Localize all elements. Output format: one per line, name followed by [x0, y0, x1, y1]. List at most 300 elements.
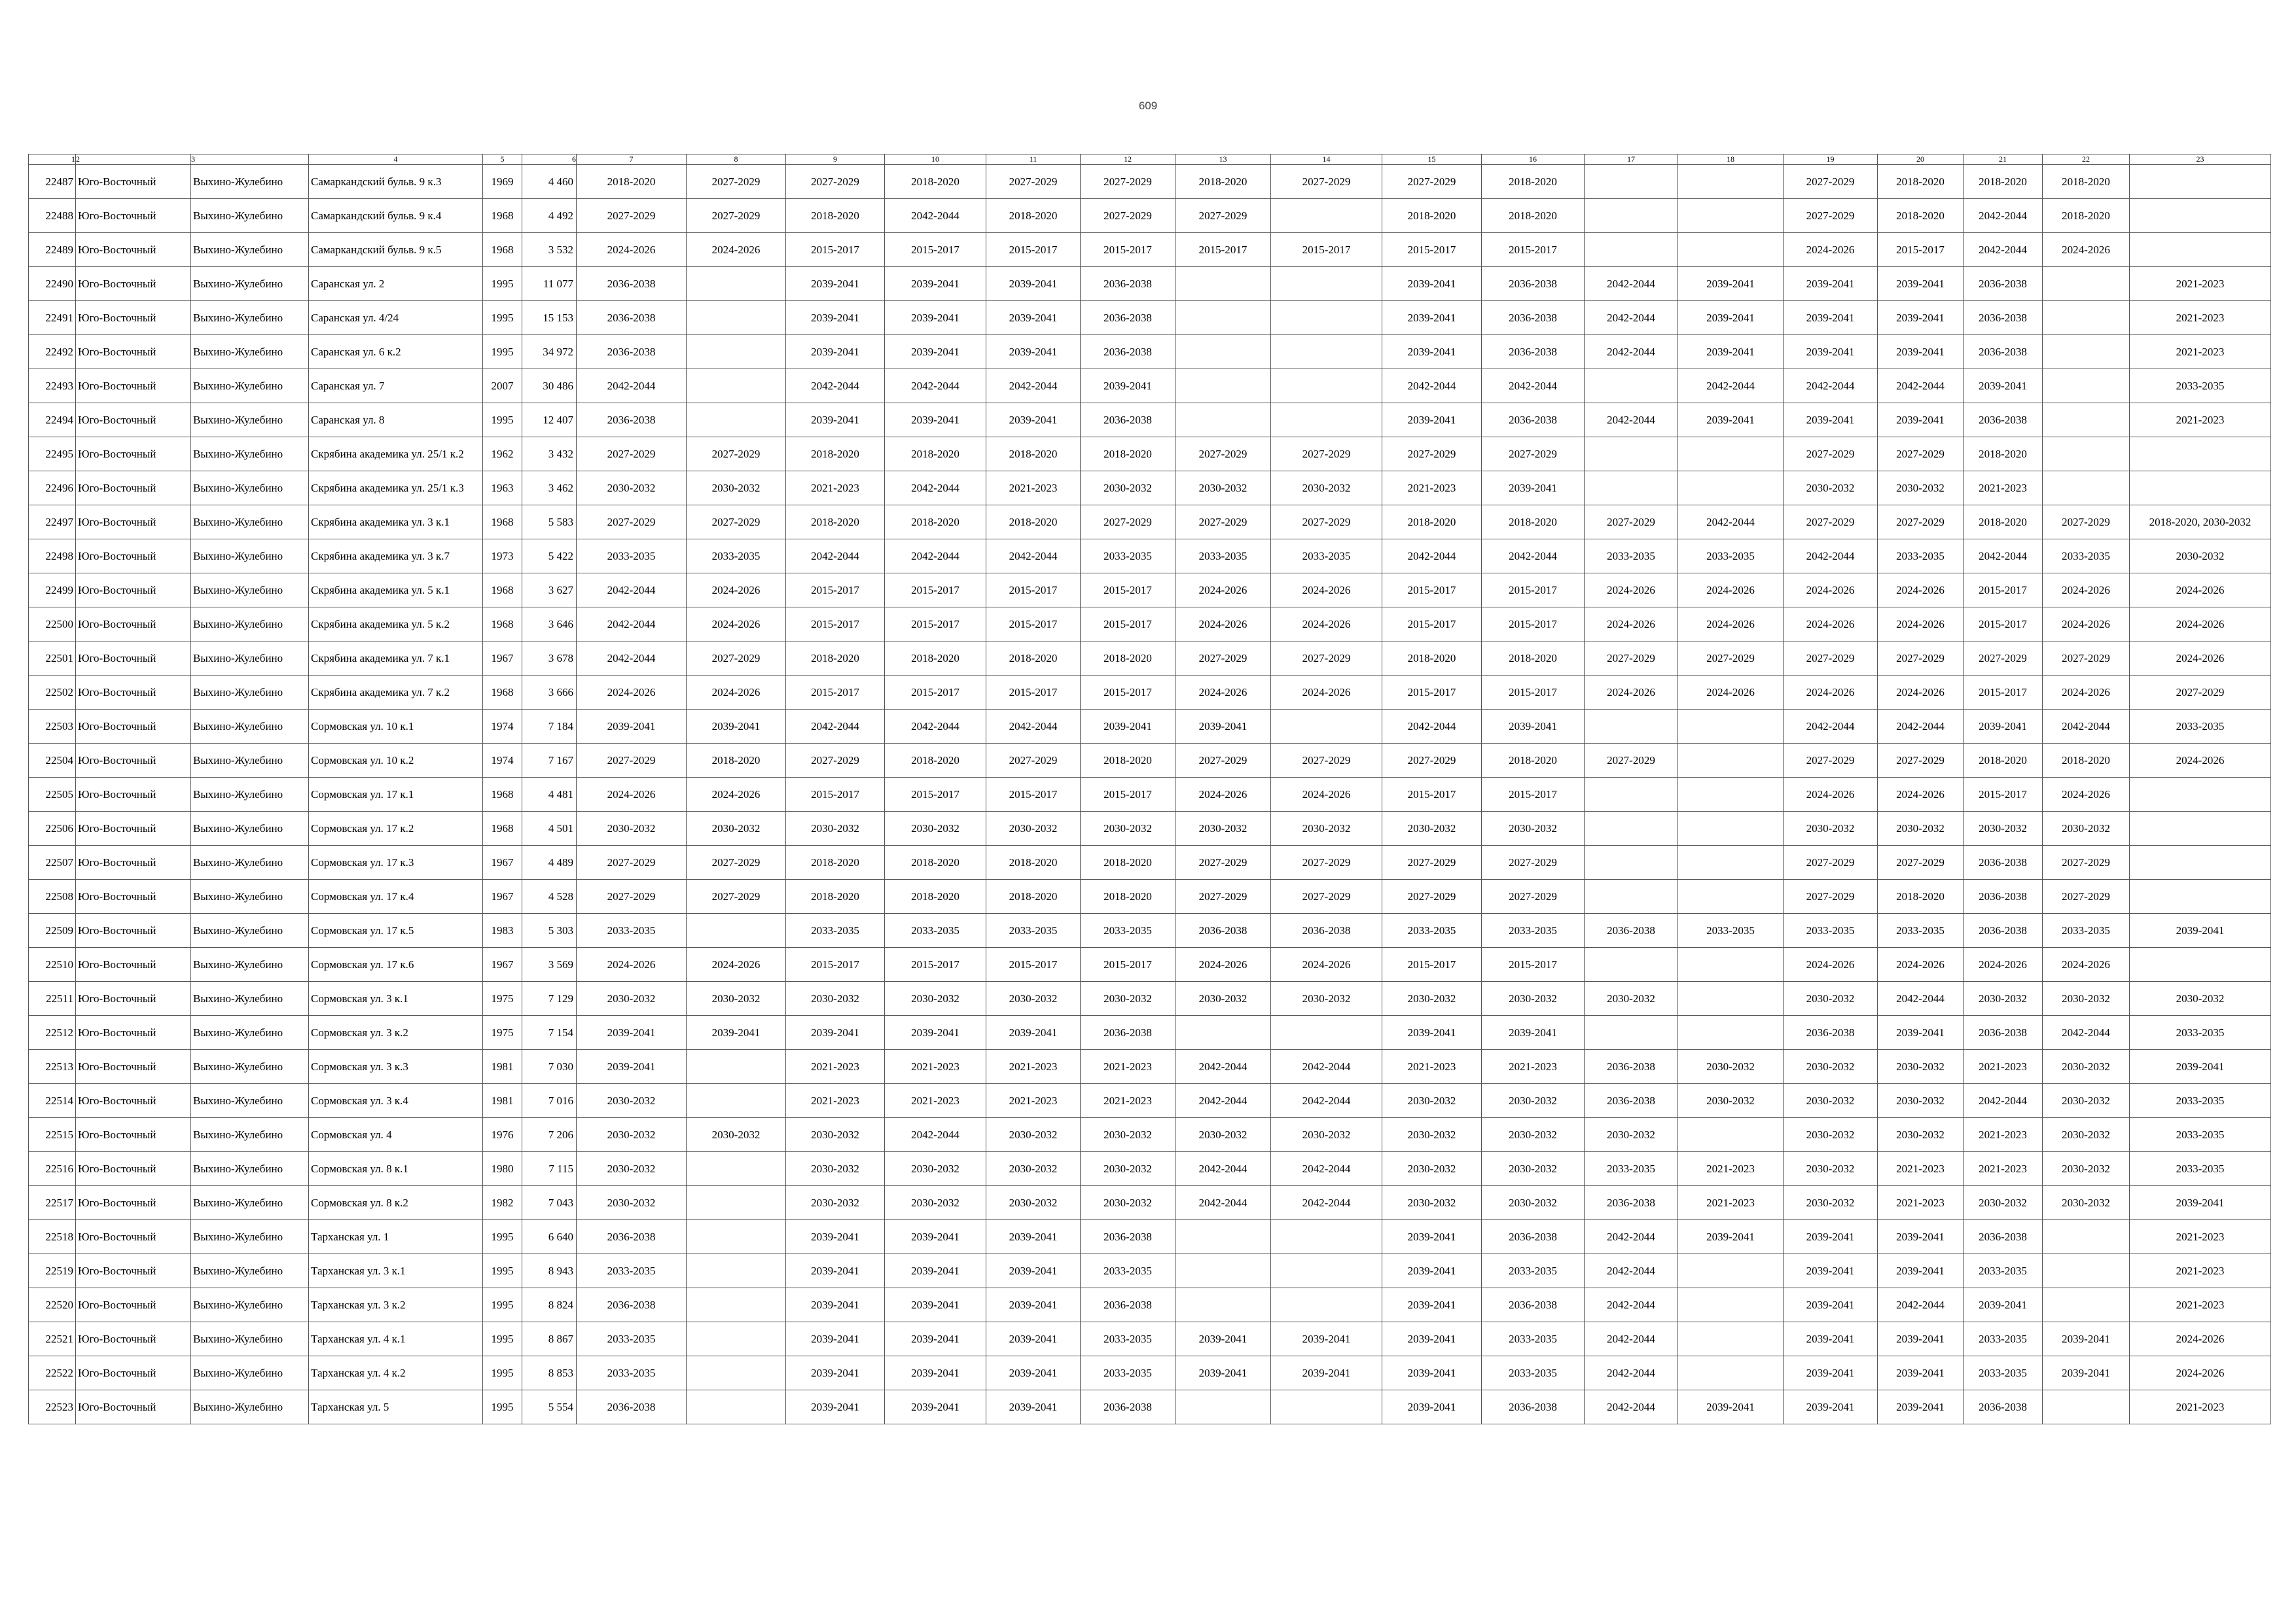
table-cell: 2042-2044: [1585, 1356, 1678, 1390]
table-cell: 2015-2017: [1482, 607, 1585, 641]
table-cell: 2015-2017: [885, 778, 986, 812]
table-row: [29, 1050, 2271, 1084]
table-cell: 2042-2044: [786, 539, 885, 573]
table-cell: 2024-2026: [1878, 778, 1964, 812]
table-cell: [1271, 403, 1382, 437]
table-cell: 2027-2029: [1678, 641, 1784, 676]
table-cell: 2027-2029: [1081, 505, 1175, 539]
table-cell: 22492: [29, 335, 76, 369]
table-cell: Юго-Восточный: [76, 1016, 191, 1050]
table-cell: 2033-2035: [2130, 1118, 2271, 1152]
table-cell: 8 853: [522, 1356, 577, 1390]
table-cell: 2018-2020: [1382, 199, 1482, 233]
table-cell: 2015-2017: [1382, 233, 1482, 267]
table-cell: 1995: [483, 301, 522, 335]
table-cell: 2033-2035: [1081, 1356, 1175, 1390]
table-cell: [1271, 710, 1382, 744]
table-cell: 2030-2032: [1784, 812, 1878, 846]
table-cell: Скрябина академика ул. 7 к.2: [309, 676, 483, 710]
table-cell: 2027-2029: [687, 641, 786, 676]
table-cell: Юго-Восточный: [76, 710, 191, 744]
table-cell: [687, 1356, 786, 1390]
table-cell: 22516: [29, 1152, 76, 1186]
table-cell: 2027-2029: [1482, 880, 1585, 914]
table-cell: Юго-Восточный: [76, 1186, 191, 1220]
table-cell: Скрябина академика ул. 25/1 к.2: [309, 437, 483, 471]
table-cell: [687, 1050, 786, 1084]
table-cell: 2027-2029: [2043, 505, 2130, 539]
table-cell: Юго-Восточный: [76, 1084, 191, 1118]
table-row: [29, 948, 2271, 982]
table-cell: [2043, 335, 2130, 369]
table-cell: 2030-2032: [1081, 471, 1175, 505]
table-cell: Юго-Восточный: [76, 437, 191, 471]
table-cell: 2015-2017: [986, 676, 1081, 710]
table-cell: 2033-2035: [1271, 539, 1382, 573]
table-row: [29, 573, 2271, 607]
column-number: 4: [309, 154, 483, 165]
table-cell: 2024-2026: [1271, 948, 1382, 982]
table-cell: [1585, 165, 1678, 199]
table-cell: Выхино-Жулебино: [191, 505, 309, 539]
table-cell: 2030-2032: [786, 1118, 885, 1152]
table-cell: 1968: [483, 233, 522, 267]
table-cell: 2039-2041: [885, 403, 986, 437]
table-cell: 3 569: [522, 948, 577, 982]
table-cell: 2039-2041: [885, 335, 986, 369]
table-cell: 2030-2032: [1081, 1152, 1175, 1186]
table-cell: 2033-2035: [1081, 914, 1175, 948]
table-cell: 2033-2035: [577, 539, 687, 573]
table-cell: 3 462: [522, 471, 577, 505]
table-cell: 2015-2017: [1482, 233, 1585, 267]
table-cell: 2021-2023: [1964, 1050, 2043, 1084]
table-cell: [2130, 437, 2271, 471]
table-cell: 2042-2044: [986, 539, 1081, 573]
table-cell: 2039-2041: [1964, 710, 2043, 744]
table-cell: [2130, 199, 2271, 233]
table-cell: 2039-2041: [986, 1322, 1081, 1356]
table-cell: 2039-2041: [786, 1254, 885, 1288]
table-cell: 2042-2044: [1585, 1288, 1678, 1322]
table-cell: 2036-2038: [1175, 914, 1271, 948]
table-cell: 2015-2017: [1081, 948, 1175, 982]
table-cell: Выхино-Жулебино: [191, 471, 309, 505]
table-cell: Саранская ул. 8: [309, 403, 483, 437]
table-cell: 2039-2041: [986, 1390, 1081, 1424]
table-cell: [1271, 1016, 1382, 1050]
table-cell: 2039-2041: [786, 335, 885, 369]
table-cell: [1678, 1254, 1784, 1288]
table-cell: Сормовская ул. 17 к.1: [309, 778, 483, 812]
table-cell: 1967: [483, 880, 522, 914]
table-cell: 2036-2038: [1585, 1050, 1678, 1084]
table-cell: 2039-2041: [786, 1390, 885, 1424]
table-cell: 2036-2038: [577, 1220, 687, 1254]
table-cell: 2027-2029: [1784, 165, 1878, 199]
table-cell: 2030-2032: [1482, 1186, 1585, 1220]
column-number: 15: [1382, 154, 1482, 165]
table-row: [29, 641, 2271, 676]
table-cell: 2030-2032: [1382, 1118, 1482, 1152]
column-number: 21: [1964, 154, 2043, 165]
table-cell: 2027-2029: [1382, 846, 1482, 880]
table-cell: 2027-2029: [1175, 744, 1271, 778]
table-cell: 22502: [29, 676, 76, 710]
table-cell: 2033-2035: [2130, 1152, 2271, 1186]
table-cell: 2027-2029: [1271, 880, 1382, 914]
table-cell: 22518: [29, 1220, 76, 1254]
table-cell: 2015-2017: [1964, 573, 2043, 607]
table-cell: 5 303: [522, 914, 577, 948]
table-cell: 2039-2041: [1382, 1288, 1482, 1322]
table-cell: 2018-2020: [986, 505, 1081, 539]
table-cell: 2036-2038: [1081, 403, 1175, 437]
table-row: [29, 403, 2271, 437]
table-cell: [2130, 948, 2271, 982]
table-cell: 2018-2020: [986, 437, 1081, 471]
table-cell: 2030-2032: [1878, 1050, 1964, 1084]
table-cell: 2030-2032: [1784, 982, 1878, 1016]
table-cell: [1585, 812, 1678, 846]
table-cell: 22523: [29, 1390, 76, 1424]
table-cell: 2018-2020: [1081, 437, 1175, 471]
table-cell: 4 481: [522, 778, 577, 812]
table-cell: 2018-2020: [1175, 165, 1271, 199]
table-cell: 2024-2026: [2043, 573, 2130, 607]
table-cell: 2018-2020: [1482, 199, 1585, 233]
table-cell: 2030-2032: [577, 1084, 687, 1118]
table-cell: 11 077: [522, 267, 577, 301]
table-row: [29, 233, 2271, 267]
table-cell: 2033-2035: [2043, 914, 2130, 948]
table-cell: 22490: [29, 267, 76, 301]
table-cell: Выхино-Жулебино: [191, 812, 309, 846]
table-cell: [1678, 778, 1784, 812]
table-cell: 2039-2041: [1678, 267, 1784, 301]
table-cell: 2033-2035: [577, 914, 687, 948]
table-cell: 2027-2029: [1784, 880, 1878, 914]
table-cell: 1995: [483, 1254, 522, 1288]
table-cell: 1967: [483, 948, 522, 982]
table-cell: Выхино-Жулебино: [191, 880, 309, 914]
table-cell: 22498: [29, 539, 76, 573]
table-cell: 2018-2020: [1964, 744, 2043, 778]
table-cell: 2042-2044: [1175, 1152, 1271, 1186]
table-cell: 2021-2023: [885, 1084, 986, 1118]
table-cell: 2036-2038: [1081, 1220, 1175, 1254]
table-cell: 2039-2041: [885, 1288, 986, 1322]
table-cell: 2018-2020: [1482, 641, 1585, 676]
table-cell: 2039-2041: [986, 1288, 1081, 1322]
table-row: [29, 880, 2271, 914]
table-cell: Тарханская ул. 3 к.2: [309, 1288, 483, 1322]
table-cell: [1175, 1220, 1271, 1254]
table-cell: 2039-2041: [1784, 1322, 1878, 1356]
table-cell: 2042-2044: [1878, 369, 1964, 403]
table-cell: 2033-2035: [577, 1254, 687, 1288]
table-cell: 2015-2017: [786, 778, 885, 812]
table-cell: 2018-2020: [885, 846, 986, 880]
table-cell: 2015-2017: [1964, 676, 2043, 710]
table-cell: 2039-2041: [1784, 1356, 1878, 1390]
table-cell: 2030-2032: [1585, 982, 1678, 1016]
table-cell: [2043, 267, 2130, 301]
table-cell: [1678, 812, 1784, 846]
table-cell: [1271, 1390, 1382, 1424]
table-cell: 2036-2038: [1964, 914, 2043, 948]
table-cell: 2042-2044: [1585, 301, 1678, 335]
table-cell: 2027-2029: [1271, 744, 1382, 778]
table-cell: 1975: [483, 982, 522, 1016]
table-cell: 2015-2017: [885, 948, 986, 982]
table-cell: [1175, 369, 1271, 403]
table-cell: 1974: [483, 710, 522, 744]
table-cell: 2021-2023: [1878, 1186, 1964, 1220]
table-cell: 2018-2020: [786, 846, 885, 880]
table-cell: 2036-2038: [577, 1288, 687, 1322]
table-cell: 2021-2023: [2130, 403, 2271, 437]
table-cell: 3 432: [522, 437, 577, 471]
table-cell: 2039-2041: [786, 267, 885, 301]
table-cell: 2042-2044: [577, 641, 687, 676]
table-cell: 2030-2032: [1482, 812, 1585, 846]
table-cell: 2042-2044: [1585, 1390, 1678, 1424]
table-cell: [1271, 199, 1382, 233]
table-cell: Выхино-Жулебино: [191, 641, 309, 676]
table-cell: 2039-2041: [1382, 1220, 1482, 1254]
table-cell: 2036-2038: [1482, 1220, 1585, 1254]
table-cell: 2030-2032: [577, 982, 687, 1016]
table-cell: 2024-2026: [1271, 573, 1382, 607]
table-cell: Сормовская ул. 17 к.6: [309, 948, 483, 982]
table-cell: [687, 1084, 786, 1118]
table-cell: Юго-Восточный: [76, 880, 191, 914]
table-cell: 2042-2044: [1271, 1186, 1382, 1220]
table-row: [29, 267, 2271, 301]
table-cell: 2039-2041: [786, 1356, 885, 1390]
table-cell: 2030-2032: [2043, 1118, 2130, 1152]
table-cell: Выхино-Жулебино: [191, 676, 309, 710]
table-cell: 2030-2032: [1081, 1186, 1175, 1220]
table-cell: Юго-Восточный: [76, 335, 191, 369]
table-cell: 2030-2032: [1878, 1084, 1964, 1118]
table-cell: 2015-2017: [1482, 676, 1585, 710]
table-cell: 2030-2032: [885, 982, 986, 1016]
table-cell: [1585, 369, 1678, 403]
table-cell: [1175, 335, 1271, 369]
table-row: [29, 335, 2271, 369]
table-cell: 22500: [29, 607, 76, 641]
table-cell: 2027-2029: [1271, 165, 1382, 199]
table-cell: 2027-2029: [1878, 505, 1964, 539]
table-cell: 2039-2041: [786, 1220, 885, 1254]
table-cell: Выхино-Жулебино: [191, 1322, 309, 1356]
table-cell: 2042-2044: [1585, 1322, 1678, 1356]
table-cell: 2036-2038: [1585, 914, 1678, 948]
table-cell: 2033-2035: [1482, 1322, 1585, 1356]
table-cell: 2042-2044: [1382, 710, 1482, 744]
table-cell: 2039-2041: [1878, 267, 1964, 301]
table-cell: Выхино-Жулебино: [191, 1356, 309, 1390]
table-cell: 2021-2023: [2130, 1390, 2271, 1424]
table-cell: 2030-2032: [687, 1118, 786, 1152]
table-cell: 2036-2038: [1482, 335, 1585, 369]
table-cell: [1271, 1288, 1382, 1322]
table-cell: 1968: [483, 778, 522, 812]
table-cell: 1968: [483, 199, 522, 233]
table-cell: 2018-2020: [1482, 744, 1585, 778]
table-cell: 2039-2041: [1382, 1254, 1482, 1288]
table-cell: 2024-2026: [1964, 948, 2043, 982]
table-cell: 2042-2044: [1271, 1084, 1382, 1118]
table-cell: 2030-2032: [1784, 1152, 1878, 1186]
table-cell: 2039-2041: [1382, 1390, 1482, 1424]
table-cell: 2033-2035: [2130, 1016, 2271, 1050]
table-cell: 2036-2038: [1964, 1016, 2043, 1050]
table-cell: 22504: [29, 744, 76, 778]
table-cell: 2024-2026: [2130, 641, 2271, 676]
table-cell: 2042-2044: [1382, 539, 1482, 573]
table-cell: [1678, 165, 1784, 199]
table-cell: 2027-2029: [1482, 437, 1585, 471]
table-cell: 2030-2032: [687, 982, 786, 1016]
table-cell: 2027-2029: [577, 744, 687, 778]
table-cell: 2015-2017: [885, 573, 986, 607]
table-cell: 2027-2029: [1878, 437, 1964, 471]
table-row: [29, 1186, 2271, 1220]
table-cell: 2030-2032: [1175, 812, 1271, 846]
table-cell: [1175, 301, 1271, 335]
table-cell: 3 532: [522, 233, 577, 267]
table-cell: 2018-2020: [885, 437, 986, 471]
table-cell: 2030-2032: [577, 471, 687, 505]
table-cell: Юго-Восточный: [76, 1390, 191, 1424]
table-cell: 2030-2032: [786, 1186, 885, 1220]
table-cell: 2018-2020: [1964, 505, 2043, 539]
table-cell: 2042-2044: [1271, 1152, 1382, 1186]
table-cell: 22509: [29, 914, 76, 948]
table-cell: Юго-Восточный: [76, 607, 191, 641]
table-cell: [1678, 710, 1784, 744]
table-cell: 2033-2035: [1678, 914, 1784, 948]
table-cell: 1995: [483, 267, 522, 301]
table-cell: 2039-2041: [1878, 1322, 1964, 1356]
table-cell: 2030-2032: [1482, 982, 1585, 1016]
table-cell: 2021-2023: [2130, 1220, 2271, 1254]
table-cell: 2018-2020: [1081, 880, 1175, 914]
table-cell: 22496: [29, 471, 76, 505]
table-cell: 2021-2023: [1382, 1050, 1482, 1084]
table-cell: 2015-2017: [786, 948, 885, 982]
table-cell: 2039-2041: [1784, 267, 1878, 301]
table-cell: 2033-2035: [1081, 539, 1175, 573]
table-cell: 2024-2026: [2130, 573, 2271, 607]
table-cell: [1678, 948, 1784, 982]
table-cell: 2024-2026: [2043, 676, 2130, 710]
table-cell: 2033-2035: [1678, 539, 1784, 573]
table-cell: 2033-2035: [786, 914, 885, 948]
table-cell: 2024-2026: [1878, 676, 1964, 710]
table-cell: 2039-2041: [2043, 1356, 2130, 1390]
table-cell: 2042-2044: [786, 369, 885, 403]
table-cell: 1983: [483, 914, 522, 948]
table-cell: 4 460: [522, 165, 577, 199]
table-cell: 2030-2032: [986, 982, 1081, 1016]
table-cell: 2027-2029: [1271, 846, 1382, 880]
column-number: 6: [522, 154, 577, 165]
housing-repair-schedule-table: [28, 154, 2271, 1424]
table-row: [29, 1322, 2271, 1356]
table-cell: 2030-2032: [1175, 471, 1271, 505]
table-row: [29, 539, 2271, 573]
table-cell: 2039-2041: [1784, 1254, 1878, 1288]
table-cell: 2039-2041: [1482, 471, 1585, 505]
table-cell: 2024-2026: [2043, 233, 2130, 267]
table-cell: [1585, 471, 1678, 505]
table-row: [29, 607, 2271, 641]
table-cell: 2030-2032: [577, 812, 687, 846]
table-cell: 2021-2023: [1964, 471, 2043, 505]
table-cell: 2039-2041: [885, 1016, 986, 1050]
table-cell: 1967: [483, 641, 522, 676]
table-cell: 2021-2023: [1081, 1084, 1175, 1118]
table-cell: 2036-2038: [1081, 1390, 1175, 1424]
table-cell: 5 422: [522, 539, 577, 573]
table-cell: [1585, 233, 1678, 267]
table-cell: 8 943: [522, 1254, 577, 1288]
table-cell: 2039-2041: [577, 710, 687, 744]
table-cell: 2027-2029: [1081, 165, 1175, 199]
table-cell: Юго-Восточный: [76, 641, 191, 676]
table-cell: 2036-2038: [577, 301, 687, 335]
table-cell: 2033-2035: [1482, 1356, 1585, 1390]
table-cell: [2043, 1254, 2130, 1288]
table-cell: 2030-2032: [986, 1152, 1081, 1186]
table-row: [29, 982, 2271, 1016]
table-cell: 2027-2029: [2130, 676, 2271, 710]
table-cell: 1981: [483, 1050, 522, 1084]
table-cell: Юго-Восточный: [76, 744, 191, 778]
table-cell: 2039-2041: [1382, 335, 1482, 369]
table-cell: 2039-2041: [986, 1356, 1081, 1390]
table-cell: 2021-2023: [2130, 1254, 2271, 1288]
table-cell: 2042-2044: [577, 607, 687, 641]
table-cell: 2042-2044: [1964, 539, 2043, 573]
table-cell: 2039-2041: [1784, 335, 1878, 369]
table-cell: 2039-2041: [1482, 1016, 1585, 1050]
table-cell: 2030-2032: [1081, 812, 1175, 846]
table-cell: 8 867: [522, 1322, 577, 1356]
table-cell: 2018-2020: [986, 846, 1081, 880]
table-cell: 2039-2041: [1382, 267, 1482, 301]
table-cell: Тарханская ул. 4 к.2: [309, 1356, 483, 1390]
table-cell: [2130, 812, 2271, 846]
table-cell: 2018-2020: [1081, 744, 1175, 778]
table-cell: 2039-2041: [1678, 1220, 1784, 1254]
table-cell: 2027-2029: [1382, 437, 1482, 471]
column-number: 8: [687, 154, 786, 165]
table-cell: Выхино-Жулебино: [191, 1152, 309, 1186]
table-cell: 2030-2032: [2043, 1084, 2130, 1118]
table-cell: 2039-2041: [1784, 301, 1878, 335]
table-cell: 2015-2017: [1081, 573, 1175, 607]
table-cell: 2033-2035: [1964, 1356, 2043, 1390]
table-cell: 22497: [29, 505, 76, 539]
table-cell: 22517: [29, 1186, 76, 1220]
table-cell: [1585, 948, 1678, 982]
table-cell: 2018-2020: [786, 505, 885, 539]
